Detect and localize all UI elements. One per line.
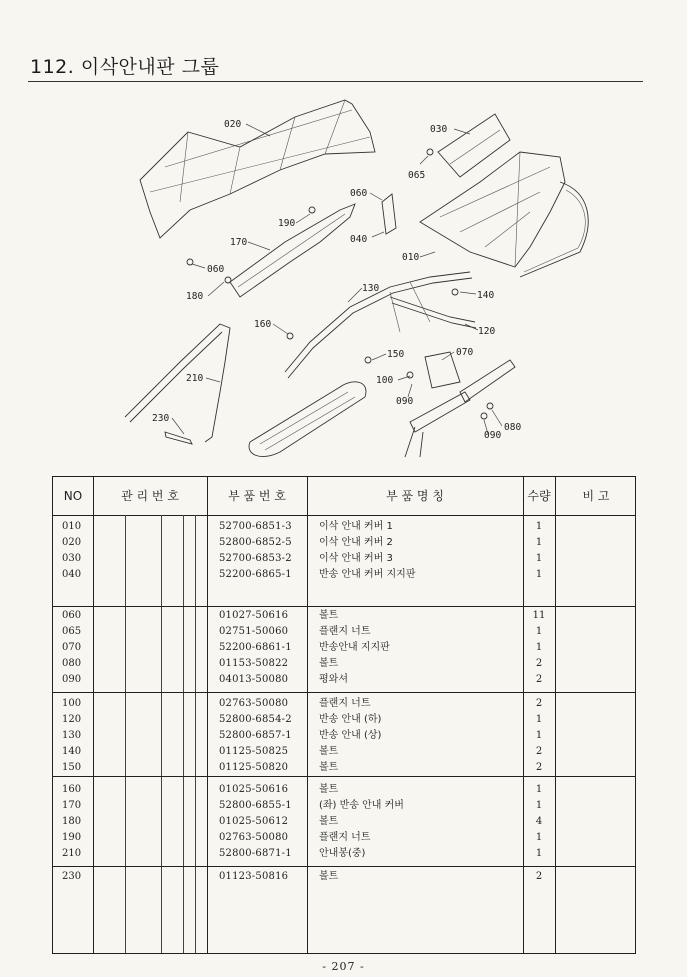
row-part-name: 볼트 [319, 784, 339, 795]
callout-label: 210 [186, 373, 204, 384]
row-part-name: 플랜지 너트 [319, 832, 371, 843]
row-part-name: 안내봉(중) [319, 848, 366, 859]
callout-label: 020 [224, 119, 242, 130]
callout-label: 100 [376, 375, 394, 386]
row-part-name: 볼트 [319, 871, 339, 882]
row-part-number: 52700-6853-2 [219, 553, 292, 564]
row-part-number: 01025-50616 [219, 784, 289, 795]
row-quantity: 1 [535, 848, 543, 859]
page-number: - 207 - [322, 960, 365, 973]
table-row [53, 728, 635, 744]
row-part-number: 52200-6861-1 [219, 642, 292, 653]
row-no: 140 [62, 746, 82, 757]
row-no: 010 [62, 521, 82, 532]
row-part-number: 52800-6871-1 [219, 848, 292, 859]
row-part-name: 볼트 [319, 816, 339, 827]
row-part-number: 01125-50820 [219, 762, 289, 773]
row-no: 230 [62, 871, 82, 882]
row-quantity: 1 [535, 537, 543, 548]
callout-label: 180 [186, 291, 204, 302]
row-part-number: 52700-6851-3 [219, 521, 292, 532]
table-row [53, 712, 635, 728]
header-no: NO [63, 489, 83, 503]
row-part-name: 이삭 안내 커버 1 [319, 521, 393, 532]
group-separator [53, 776, 635, 777]
row-part-number: 02763-50080 [219, 832, 289, 843]
parts-table [52, 476, 636, 954]
title-underline [28, 81, 643, 82]
row-quantity: 11 [532, 610, 546, 621]
row-part-name: 반송안내 지지판 [319, 642, 390, 653]
page-title: 112. 이삭안내판 그룹 [30, 56, 220, 78]
group-separator [53, 692, 635, 693]
row-part-name: 이삭 안내 커버 2 [319, 537, 393, 548]
row-part-name: 반송 안내 커버 지지판 [319, 569, 416, 580]
table-row [53, 640, 635, 656]
row-quantity: 1 [535, 800, 543, 811]
row-quantity: 2 [535, 762, 543, 773]
row-no: 020 [62, 537, 82, 548]
callout-label: 090 [484, 430, 502, 441]
callout-label: 065 [408, 170, 426, 181]
callout-label: 120 [478, 326, 496, 337]
table-row [53, 656, 635, 672]
row-quantity: 1 [535, 714, 543, 725]
row-no: 160 [62, 784, 82, 795]
row-quantity: 1 [535, 784, 543, 795]
table-row [53, 519, 635, 535]
row-no: 060 [62, 610, 82, 621]
row-no: 080 [62, 658, 82, 669]
table-row [53, 696, 635, 712]
row-part-name: 볼트 [319, 762, 339, 773]
row-no: 070 [62, 642, 82, 653]
table-header [53, 477, 635, 516]
table-row [53, 744, 635, 760]
table-row [53, 551, 635, 567]
row-quantity: 1 [535, 569, 543, 580]
row-quantity: 2 [535, 871, 543, 882]
rail-130-120-drawing [285, 272, 476, 378]
callout-label: 150 [387, 349, 405, 360]
callout-label: 190 [278, 218, 296, 229]
leader-lines [172, 124, 502, 434]
callout-label: 130 [362, 283, 380, 294]
callout-label: 060 [207, 264, 225, 275]
row-no: 040 [62, 569, 82, 580]
row-no: 170 [62, 800, 82, 811]
row-part-number: 52800-6855-1 [219, 800, 292, 811]
table-row [53, 567, 635, 583]
table-row [53, 672, 635, 688]
row-quantity: 2 [535, 674, 543, 685]
row-no: 100 [62, 698, 82, 709]
row-no: 150 [62, 762, 82, 773]
callout-label: 160 [254, 319, 272, 330]
row-part-name: 반송 안내 (하) [319, 714, 382, 725]
row-quantity: 2 [535, 658, 543, 669]
row-part-name: 이삭 안내 커버 3 [319, 553, 393, 564]
row-part-number: 01123-50816 [219, 871, 289, 882]
row-part-name: 볼트 [319, 610, 339, 621]
row-no: 030 [62, 553, 82, 564]
row-part-number: 52800-6854-2 [219, 714, 292, 725]
bracket-040-drawing [382, 194, 396, 234]
callout-label: 060 [350, 188, 368, 199]
table-row [53, 624, 635, 640]
parts-diagram [120, 92, 640, 462]
row-part-number: 02763-50080 [219, 698, 289, 709]
row-part-number: 52800-6857-1 [219, 730, 292, 741]
row-no: 180 [62, 816, 82, 827]
row-part-name: 평와셔 [319, 674, 348, 685]
guide-rod-210-drawing [125, 324, 230, 442]
callout-labels [152, 119, 521, 441]
row-part-number: 01027-50616 [219, 610, 289, 621]
row-part-number: 01125-50825 [219, 746, 289, 757]
row-part-number: 02751-50060 [219, 626, 289, 637]
row-quantity: 1 [535, 642, 543, 653]
table-row [53, 830, 635, 846]
fasteners-drawing [187, 149, 496, 419]
group-separator [53, 606, 635, 607]
row-no: 210 [62, 848, 82, 859]
row-no: 065 [62, 626, 82, 637]
row-part-number: 01153-50822 [219, 658, 289, 669]
header-quantity: 수량 [527, 489, 551, 503]
row-no: 190 [62, 832, 82, 843]
chain-guide-drawing [249, 382, 366, 457]
table-row [53, 782, 635, 798]
table-row [53, 846, 635, 862]
table-row [53, 535, 635, 551]
cover-010-drawing [420, 152, 588, 277]
row-part-name: (좌) 반송 안내 커버 [319, 800, 404, 811]
row-part-number: 01025-50612 [219, 816, 289, 827]
table-row [53, 760, 635, 776]
header-remarks: 비 고 [582, 489, 610, 503]
bracket-070-drawing [405, 352, 515, 457]
row-part-name: 플랜지 너트 [319, 626, 371, 637]
row-part-name: 플랜지 너트 [319, 698, 371, 709]
row-no: 130 [62, 730, 82, 741]
row-no: 120 [62, 714, 82, 725]
row-quantity: 2 [535, 746, 543, 757]
bolt-230-drawing [165, 432, 192, 444]
callout-label: 090 [396, 396, 414, 407]
table-row [53, 869, 635, 885]
callout-label: 030 [430, 124, 448, 135]
group-separator [53, 866, 635, 867]
table-row [53, 608, 635, 624]
callout-label: 070 [456, 347, 474, 358]
row-part-number: 52200-6865-1 [219, 569, 292, 580]
row-part-name: 볼트 [319, 658, 339, 669]
row-quantity: 4 [535, 816, 543, 827]
row-part-number: 52800-6852-5 [219, 537, 292, 548]
row-no: 090 [62, 674, 82, 685]
callout-label: 170 [230, 237, 248, 248]
row-part-number: 04013-50080 [219, 674, 289, 685]
row-quantity: 1 [535, 553, 543, 564]
row-quantity: 1 [535, 832, 543, 843]
row-part-name: 볼트 [319, 746, 339, 757]
row-part-name: 반송 안내 (상) [319, 730, 382, 741]
callout-label: 080 [504, 422, 522, 433]
row-quantity: 1 [535, 521, 543, 532]
header-part-number: 부 품 번 호 [228, 489, 286, 503]
header-management-number: 관 리 번 호 [121, 489, 179, 503]
header-part-name: 부 품 명 칭 [386, 489, 444, 503]
row-quantity: 2 [535, 698, 543, 709]
table-row [53, 814, 635, 830]
callout-label: 230 [152, 413, 170, 424]
callout-label: 040 [350, 234, 368, 245]
row-quantity: 1 [535, 626, 543, 637]
row-quantity: 1 [535, 730, 543, 741]
callout-label: 140 [477, 290, 495, 301]
table-row [53, 798, 635, 814]
callout-label: 010 [402, 252, 420, 263]
